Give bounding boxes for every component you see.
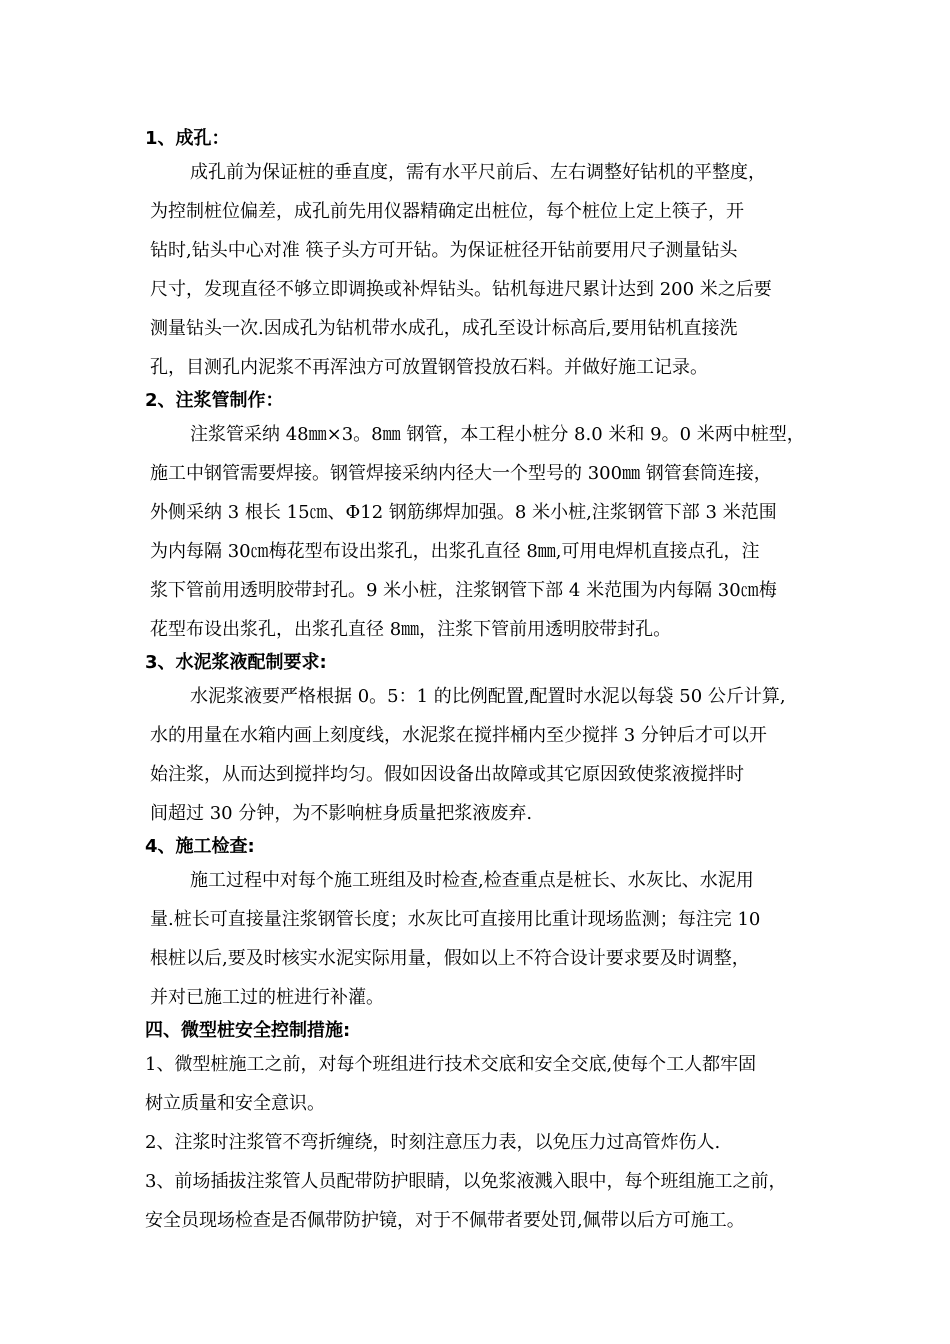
paragraph-line: 测量钻头一次.因成孔为钻机带水成孔，成孔至设计标高后,要用钻机直接洗 bbox=[150, 318, 738, 339]
paragraph-line: 安全员现场检查是否佩带防护镜，对于不佩带者要处罚,佩带以后方可施工。 bbox=[145, 1210, 745, 1231]
paragraph-line: 施工中钢管需要焊接。钢管焊接采纳内径大一个型号的 300㎜ 钢管套筒连接， bbox=[150, 463, 772, 484]
paragraph-line: 1、微型桩施工之前，对每个班组进行技术交底和安全交底,使每个工人都牢固 bbox=[145, 1054, 757, 1075]
section-heading: 2、注浆管制作： bbox=[145, 390, 284, 411]
paragraph-line: 尺寸，发现直径不够立即调换或补焊钻头。钻机每进尺累计达到 200 米之后要 bbox=[150, 279, 772, 300]
section-heading: 1、成孔： bbox=[145, 128, 230, 149]
paragraph-line: 并对已施工过的桩进行补灌。 bbox=[150, 987, 384, 1008]
paragraph-line: 注浆管采纳 48㎜×3。8㎜ 钢管，本工程小桩分 8.0 米和 9。0 米两中桩型， bbox=[190, 424, 805, 445]
section-heading: 3、水泥浆液配制要求: bbox=[145, 652, 327, 673]
paragraph-line: 根桩以后,要及时核实水泥实际用量，假如以上不符合设计要求要及时调整， bbox=[150, 948, 750, 969]
paragraph-line: 施工过程中对每个施工班组及时检查,检查重点是桩长、水灰比、水泥用 bbox=[190, 870, 754, 891]
paragraph-line: 孔，目测孔内泥浆不再浑浊方可放置钢管投放石料。并做好施工记录。 bbox=[150, 357, 708, 378]
paragraph-line: 为控制桩位偏差，成孔前先用仪器精确定出桩位，每个桩位上定上筷子，开 bbox=[150, 201, 744, 222]
paragraph-line: 为内每隔 30㎝梅花型布设出浆孔，出浆孔直径 8㎜,可用电焊机直接点孔，注 bbox=[150, 541, 760, 562]
section-heading: 四、微型桩安全控制措施: bbox=[145, 1020, 351, 1041]
paragraph-line: 外侧采纳 3 根长 15㎝、Φ12 钢筋绑焊加强。8 米小桩,注浆钢管下部 3 米范围 bbox=[150, 502, 777, 523]
paragraph-line: 间超过 30 分钟，为不影响桩身质量把浆液废弃. bbox=[150, 803, 533, 824]
paragraph-line: 水泥浆液要严格根据 0。5：1 的比例配置,配置时水泥以每袋 50 公斤计算, bbox=[190, 686, 786, 707]
paragraph-line: 树立质量和安全意识。 bbox=[145, 1093, 325, 1114]
paragraph-line: 始注浆，从而达到搅拌均匀。假如因设备出故障或其它原因致使浆液搅拌时 bbox=[150, 764, 744, 785]
paragraph-line: 3、前场插拔注浆管人员配带防护眼睛，以免浆液溅入眼中，每个班组施工之前， bbox=[145, 1171, 787, 1192]
paragraph-line: 2、注浆时注浆管不弯折缠绕，时刻注意压力表，以免压力过高管炸伤人. bbox=[145, 1132, 721, 1153]
paragraph-line: 水的用量在水箱内画上刻度线，水泥浆在搅拌桶内至少搅拌 3 分钟后才可以开 bbox=[150, 725, 767, 746]
section-heading: 4、施工检查: bbox=[145, 836, 255, 857]
paragraph-line: 量.桩长可直接量注浆钢管长度；水灰比可直接用比重计现场监测；每注完 10 bbox=[150, 909, 761, 930]
paragraph-line: 浆下管前用透明胶带封孔。9 米小桩，注浆钢管下部 4 米范围为内每隔 30㎝梅 bbox=[150, 580, 777, 601]
paragraph-line: 花型布设出浆孔，出浆孔直径 8㎜，注浆下管前用透明胶带封孔。 bbox=[150, 619, 672, 640]
paragraph-line: 钻时,钻头中心对准 筷子头方可开钻。为保证桩径开钻前要用尺子测量钻头 bbox=[150, 240, 738, 261]
paragraph-line: 成孔前为保证桩的垂直度，需有水平尺前后、左右调整好钻机的平整度， bbox=[190, 162, 766, 183]
